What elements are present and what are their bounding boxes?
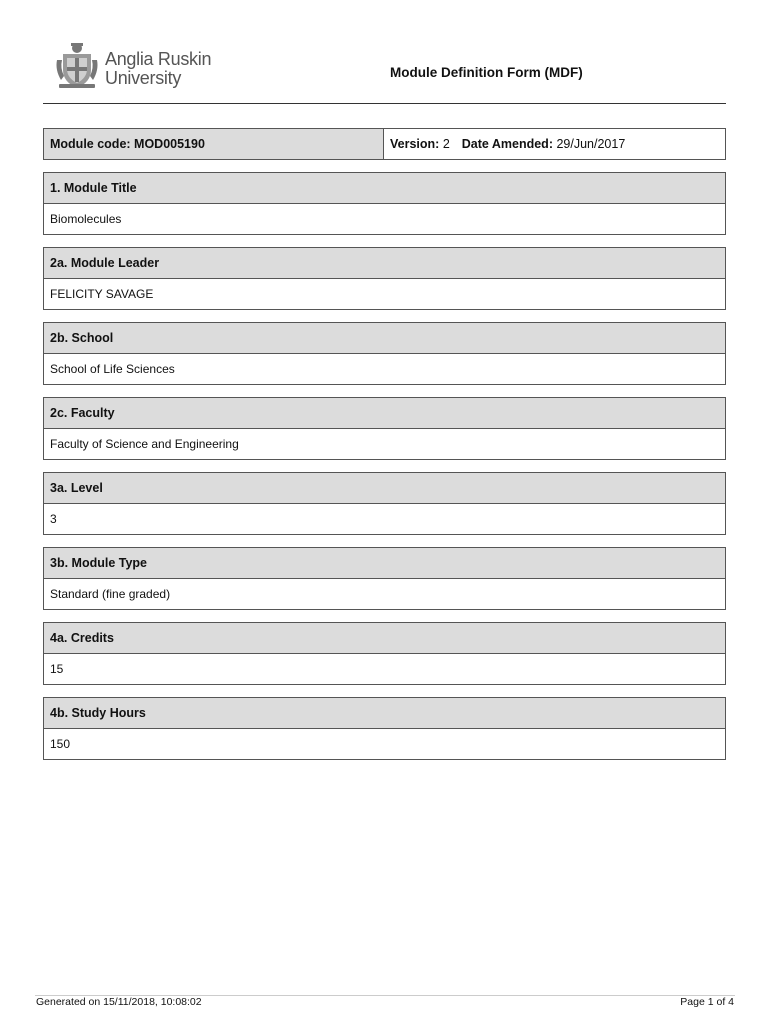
section-school [43,322,726,385]
section-faculty [43,397,726,460]
section-module-type [43,547,726,610]
university-name-line2: University [105,68,182,88]
university-logo [55,40,230,90]
version-date [384,129,725,159]
version-label: Version: [390,137,440,151]
section-heading: 2b. School [44,323,725,354]
university-name-line1: Anglia Ruskin [105,49,212,69]
section-heading: 4a. Credits [44,623,725,654]
section-value: School of Life Sciences [50,362,175,376]
section-heading: 4b. Study Hours [44,698,725,729]
section-value: 15 [50,662,64,676]
section-value: Faculty of Science and Engineering [50,437,239,451]
section-heading: 3b. Module Type [44,548,725,579]
section-module-title [43,172,726,235]
section-value: 3 [50,512,57,526]
module-code: Module code: MOD005190 [44,129,384,159]
section-module-leader [43,247,726,310]
section-study-hours [43,697,726,760]
section-heading: 2a. Module Leader [44,248,725,279]
date-amended-value: 29/Jun/2017 [556,137,626,151]
section-heading: 1. Module Title [44,173,725,204]
crest-icon [55,40,99,90]
section-value: Biomolecules [50,212,122,226]
section-value: Standard (fine graded) [50,587,171,601]
version-value: 2 [442,137,450,151]
header-divider [43,103,726,104]
section-credits [43,622,726,685]
module-code-row [43,128,726,160]
generated-timestamp: Generated on 15/11/2018, 10:08:02 [36,996,202,1008]
section-value: FELICITY SAVAGE [50,287,154,301]
page-header [43,40,726,104]
section-value: 150 [50,737,71,751]
section-level [43,472,726,535]
section-heading: 2c. Faculty [44,398,725,429]
form-title: Module Definition Form (MDF) [390,65,583,80]
section-heading: 3a. Level [44,473,725,504]
date-amended-label: Date Amended: [461,137,553,151]
university-name [105,50,211,88]
page-number: Page 1 of 4 [680,996,734,1008]
